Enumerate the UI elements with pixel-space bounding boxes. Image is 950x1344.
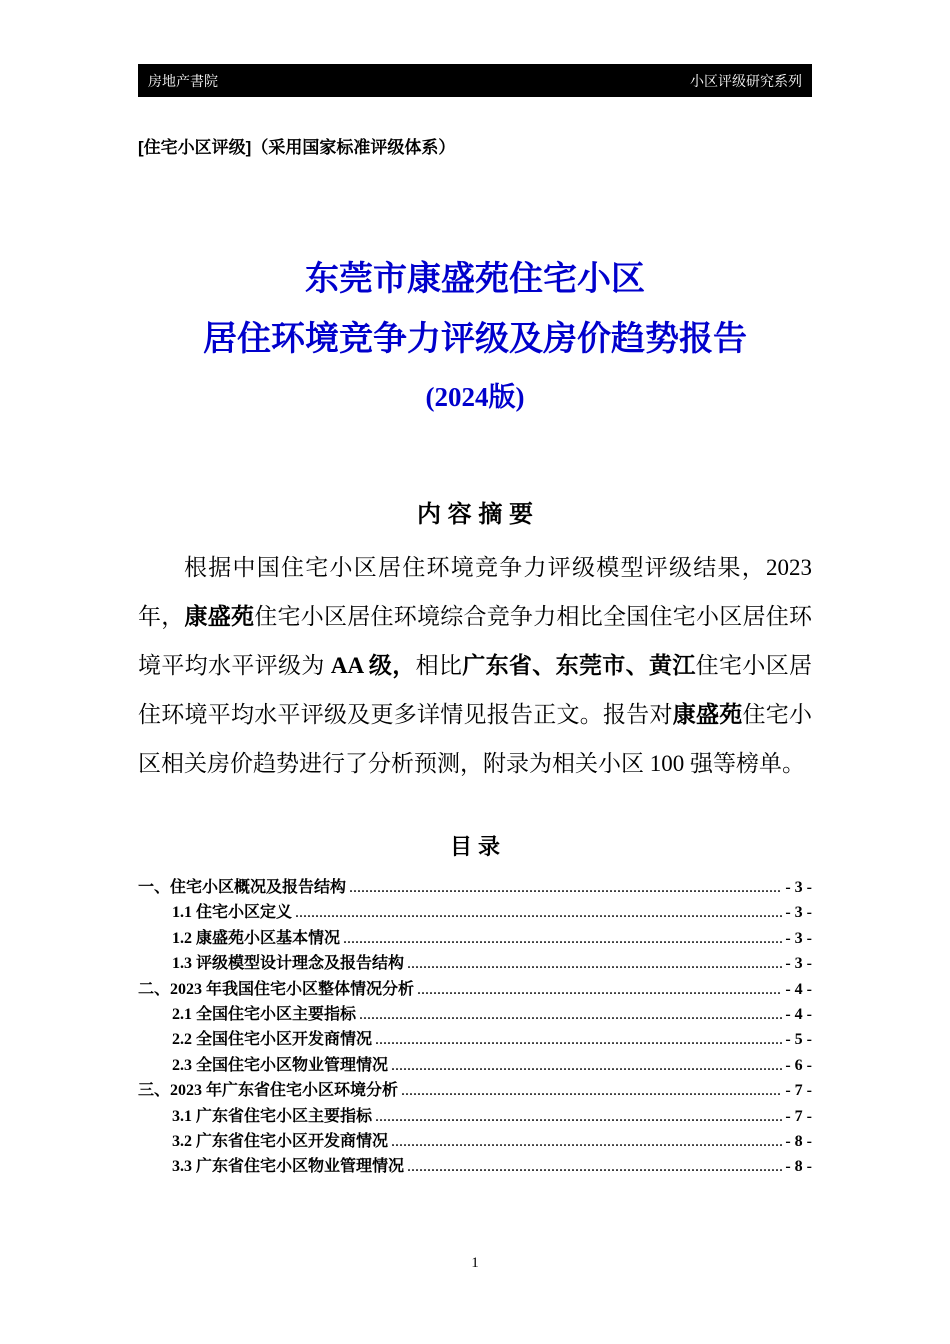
summary-segment: 相比 (415, 653, 463, 678)
report-edition: (2024版) (425, 382, 525, 412)
toc-entry-page: - 3 - (785, 879, 812, 896)
header-bar (138, 64, 812, 97)
toc-entry-label: 2.2 全国住宅小区开发商情况 (172, 1031, 373, 1049)
summary-segment-community-bold: 康盛苑 (672, 702, 743, 727)
toc-entry[interactable] (138, 1129, 812, 1154)
toc-entry[interactable] (138, 926, 812, 951)
toc-entry-page: - 4 - (785, 1006, 812, 1024)
summary-segment: 住宅小区居住环境平均水平评级及更多详情见报告正文。报告对 (138, 653, 813, 727)
toc-entry[interactable] (138, 1002, 812, 1027)
toc-entry-label: 2.3 全国住宅小区物业管理情况 (172, 1056, 389, 1074)
toc-heading: 目 录 (449, 834, 501, 859)
rating-system-note: [住宅小区评级]（采用国家标准评级体系） (138, 138, 456, 157)
toc-entry-label: 1.2 康盛苑小区基本情况 (172, 929, 341, 947)
dotted-leader (349, 875, 782, 900)
dotted-leader (343, 926, 782, 951)
summary-segment: 住宅小区相关房价趋势进行了分析预测，附录为相关小区 100 强等榜单。 (138, 702, 812, 776)
summary-segment-community-bold: 康盛苑 (184, 604, 255, 629)
summary-segment-regions-bold: 广东省、东莞市、黄江 (462, 653, 696, 678)
toc-entry-page: - 7 - (785, 1082, 812, 1100)
toc-entry-page: - 3 - (785, 955, 812, 973)
summary-segment-rating-bold: AA 级， (330, 653, 416, 678)
dotted-leader (375, 1027, 782, 1052)
table-of-contents (138, 875, 812, 1180)
dotted-leader (391, 1053, 782, 1078)
toc-entry-page: - 7 - (785, 1107, 812, 1125)
page-number: 1 (471, 1255, 479, 1271)
toc-entry-label: 3.2 广东省住宅小区开发商情况 (172, 1133, 389, 1151)
dotted-leader (391, 1129, 782, 1154)
toc-entry[interactable] (138, 1078, 812, 1103)
toc-entry-label: 3.3 广东省住宅小区物业管理情况 (172, 1158, 405, 1176)
toc-entry-label: 一、住宅小区概况及报告结构 (138, 879, 347, 896)
summary-paragraph (138, 543, 812, 788)
toc-entry-label: 1.1 住宅小区定义 (172, 904, 293, 922)
toc-entry-label: 三、2023 年广东省住宅小区环境分析 (138, 1082, 399, 1100)
report-title-line2: 居住环境竞争力评级及房价趋势报告 (203, 321, 747, 358)
toc-entry-label: 二、2023 年我国住宅小区整体情况分析 (138, 980, 415, 998)
toc-entry[interactable] (138, 1027, 812, 1052)
summary-segment: 住宅小区居住环境综合竞争力相比全国住宅小区居住环境平均水平评级为 (138, 604, 812, 678)
toc-entry[interactable] (138, 951, 812, 976)
report-title-line1: 东莞市康盛苑住宅小区 (305, 261, 645, 298)
header-left-label: 房地产書院 (148, 72, 218, 89)
dotted-leader (375, 1104, 782, 1129)
header-right-label: 小区评级研究系列 (690, 72, 802, 89)
toc-entry-label: 2.1 全国住宅小区主要指标 (172, 1006, 357, 1024)
toc-entry-label: 3.1 广东省住宅小区主要指标 (172, 1107, 373, 1125)
dotted-leader (407, 951, 782, 976)
dotted-leader (417, 977, 782, 1002)
toc-entry[interactable] (138, 1154, 812, 1179)
summary-segment: 根据中国住宅小区居住环境竞争力评级模型评级结果，2023 年， (138, 555, 812, 629)
toc-entry-page: - 4 - (785, 980, 812, 998)
toc-entry[interactable] (138, 1104, 812, 1129)
dotted-leader (295, 900, 782, 925)
toc-entry-page: - 6 - (785, 1056, 812, 1074)
dotted-leader (401, 1078, 782, 1103)
title-block (138, 250, 812, 424)
toc-entry[interactable] (138, 977, 812, 1002)
dotted-leader (407, 1154, 782, 1179)
toc-entry-page: - 3 - (785, 904, 812, 922)
toc-entry-label: 1.3 评级模型设计理念及报告结构 (172, 955, 405, 973)
dotted-leader (359, 1002, 782, 1027)
summary-heading: 内 容 摘 要 (416, 501, 533, 528)
toc-entry-page: - 8 - (785, 1158, 812, 1176)
toc-entry-page: - 3 - (785, 929, 812, 947)
toc-entry[interactable] (138, 875, 812, 900)
toc-entry[interactable] (138, 900, 812, 925)
toc-entry[interactable] (138, 1053, 812, 1078)
toc-entry-page: - 5 - (785, 1031, 812, 1049)
toc-entry-page: - 8 - (785, 1133, 812, 1151)
